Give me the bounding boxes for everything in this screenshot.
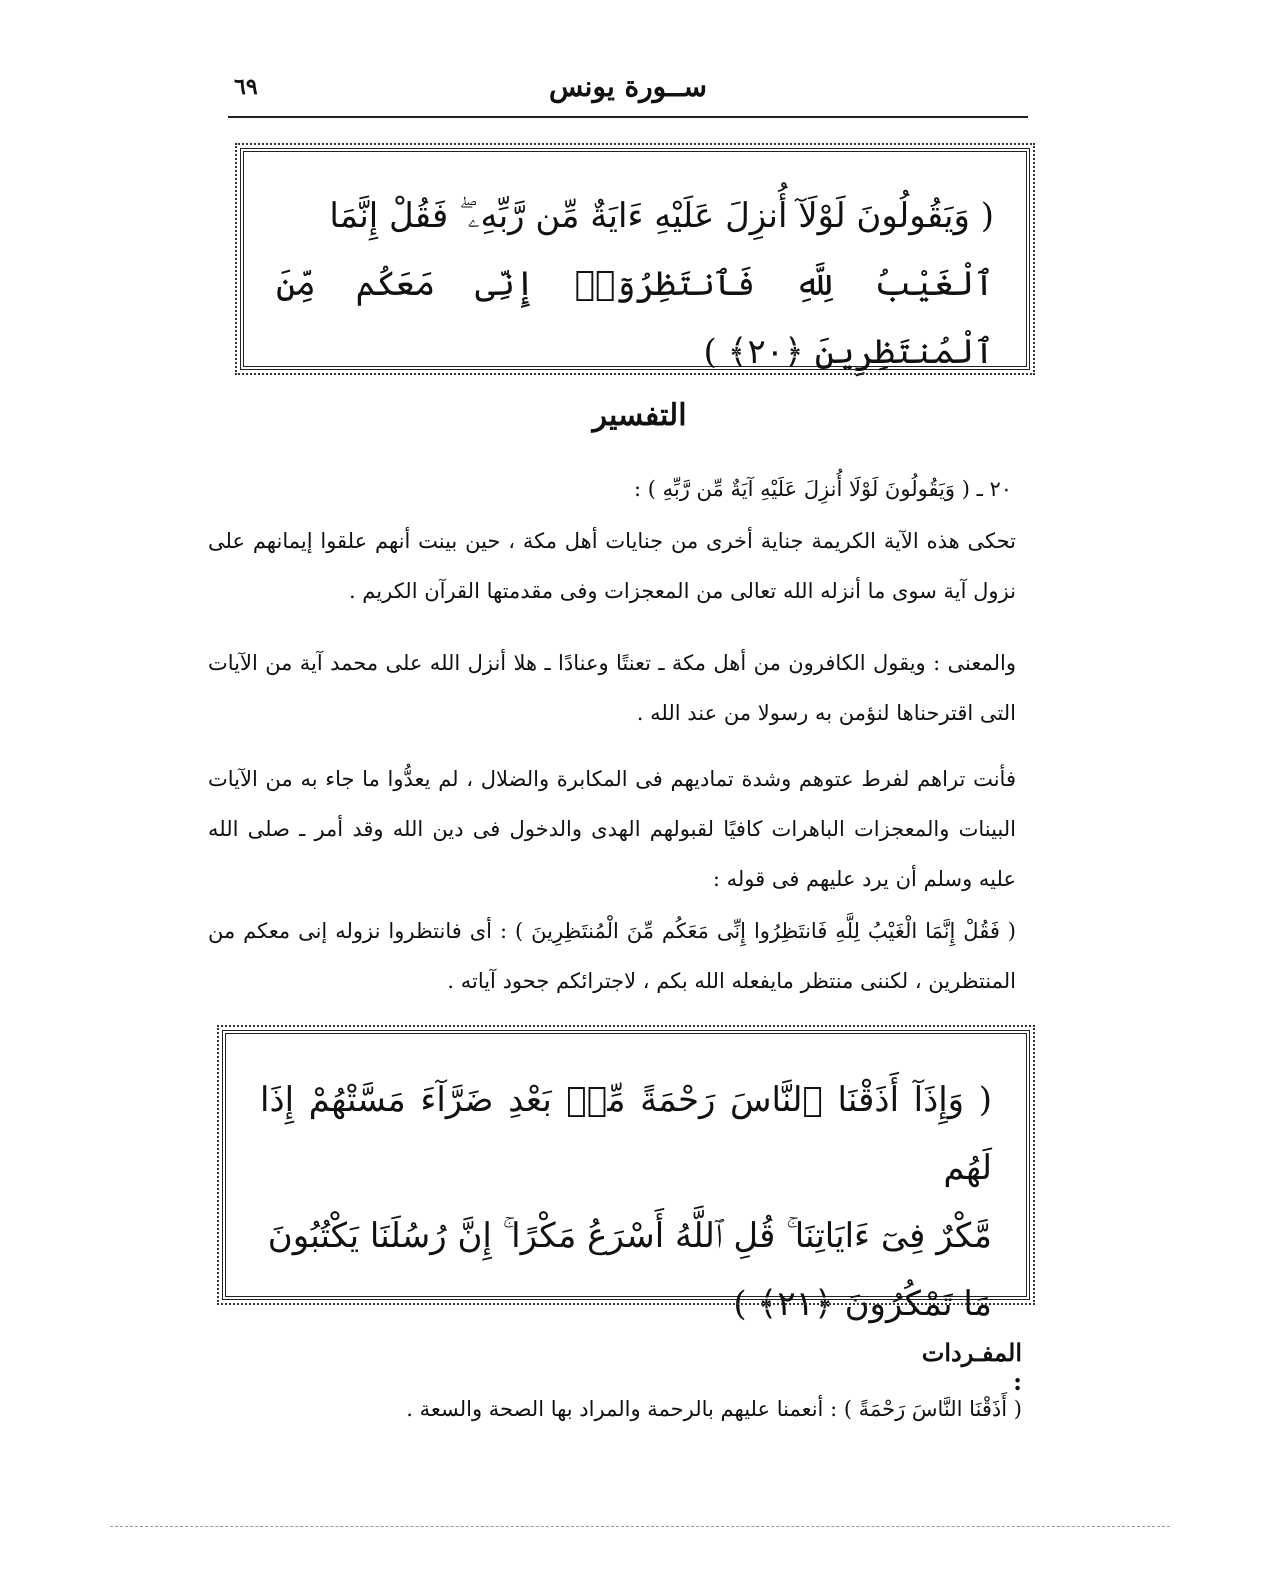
tafsir-paragraph: والمعنى : ويقول الكافرون من أهل مكة ـ تعنتًا وعنادًا ـ هلا أنزل الله على محمد آية من الآيات التى اقترحناها لنؤمن به رسولا من عند الله . bbox=[208, 651, 1016, 725]
tafsir-heading: التفسير bbox=[592, 398, 687, 433]
verse-line: ( وَيَقُولُونَ لَوْلَآ أُنزِلَ عَلَيْهِ ءَايَةٌ مِّن رَّبِّهِۦ ۖ فَقُلْ إِنَّمَا bbox=[329, 196, 994, 236]
surah-title: ســورة يونس bbox=[548, 70, 708, 103]
verse-line: مَا تَمْكُرُونَ ﴿٢١﴾ ) bbox=[733, 1284, 992, 1324]
vocabulary-heading: المفـردات : bbox=[921, 1338, 1022, 1396]
footer-divider bbox=[110, 1526, 1170, 1527]
verse-reference: ٢٠ ـ ( وَيَقُولُونَ لَوْلَا أُنزِلَ عَلَيْهِ آيَةٌ مِّن رَّبِّهِ ) : bbox=[634, 477, 1012, 501]
quran-verse-box-20 bbox=[240, 148, 1030, 370]
tafsir-paragraph: تحكى هذه الآية الكريمة جناية أخرى من جنايات أهل مكة ، حين بينت أنهم علقوا إيمانهم على نزول آية سوى ما أنزله الله تعالى من المعجزات وفى مقدمتها القرآن الكريم . bbox=[208, 529, 1016, 603]
vocabulary-entry: ( أَذَقْنَا النَّاسَ رَحْمَةً ) : أنعمنا عليهم بالرحمة والمراد بها الصحة والسعة . bbox=[406, 1397, 1022, 1421]
quran-verse-box-21 bbox=[222, 1030, 1030, 1324]
verse-line: مَّكْرٌ فِىٓ ءَايَاتِنَا ۚ قُلِ ٱللَّهُ أَسْرَعُ مَكْرًا ۚ إِنَّ رُسُلَنَا يَكْتُبُونَ bbox=[267, 1216, 992, 1256]
tafsir-paragraph: فأنت تراهم لفرط عتوهم وشدة تماديهم فى المكابرة والضلال ، لم يعدُّوا ما جاء به من الآيات البينات والمعجزات الباهرات كافيًا لقبولهم الهدى والدخول فى دين الله وقد أمر ـ صلى الله عليه وسلم أن يرد عليهم فى قوله : bbox=[208, 767, 1016, 891]
page-header bbox=[228, 70, 1028, 118]
tafsir-paragraph: ( فَقُلْ إِنَّمَا الْغَيْبُ لِلَّهِ فَانتَظِرُوا إِنِّى مَعَكُم مِّنَ الْمُنتَظِرِينَ ) : أى فانتظروا نزوله إنى معكم من المنتظرين ، لكننى منتظر مايفعله الله بكم ، لاجترائكم جحود آياته . bbox=[208, 919, 1016, 993]
page-number: ٦٩ bbox=[234, 74, 258, 100]
verse-line: ٱلْغَيْبُ لِلَّهِ فَٱنتَظِرُوٓا۟ إِنِّى مَعَكُم مِّنَ ٱلْمُنتَظِرِينَ ﴿٢٠﴾ ) bbox=[276, 264, 994, 372]
verse-line: ( وَإِذَآ أَذَقْنَا ٱلنَّاسَ رَحْمَةً مِّنۢ بَعْدِ ضَرَّآءَ مَسَّتْهُمْ إِذَا لَهُم bbox=[260, 1080, 992, 1188]
